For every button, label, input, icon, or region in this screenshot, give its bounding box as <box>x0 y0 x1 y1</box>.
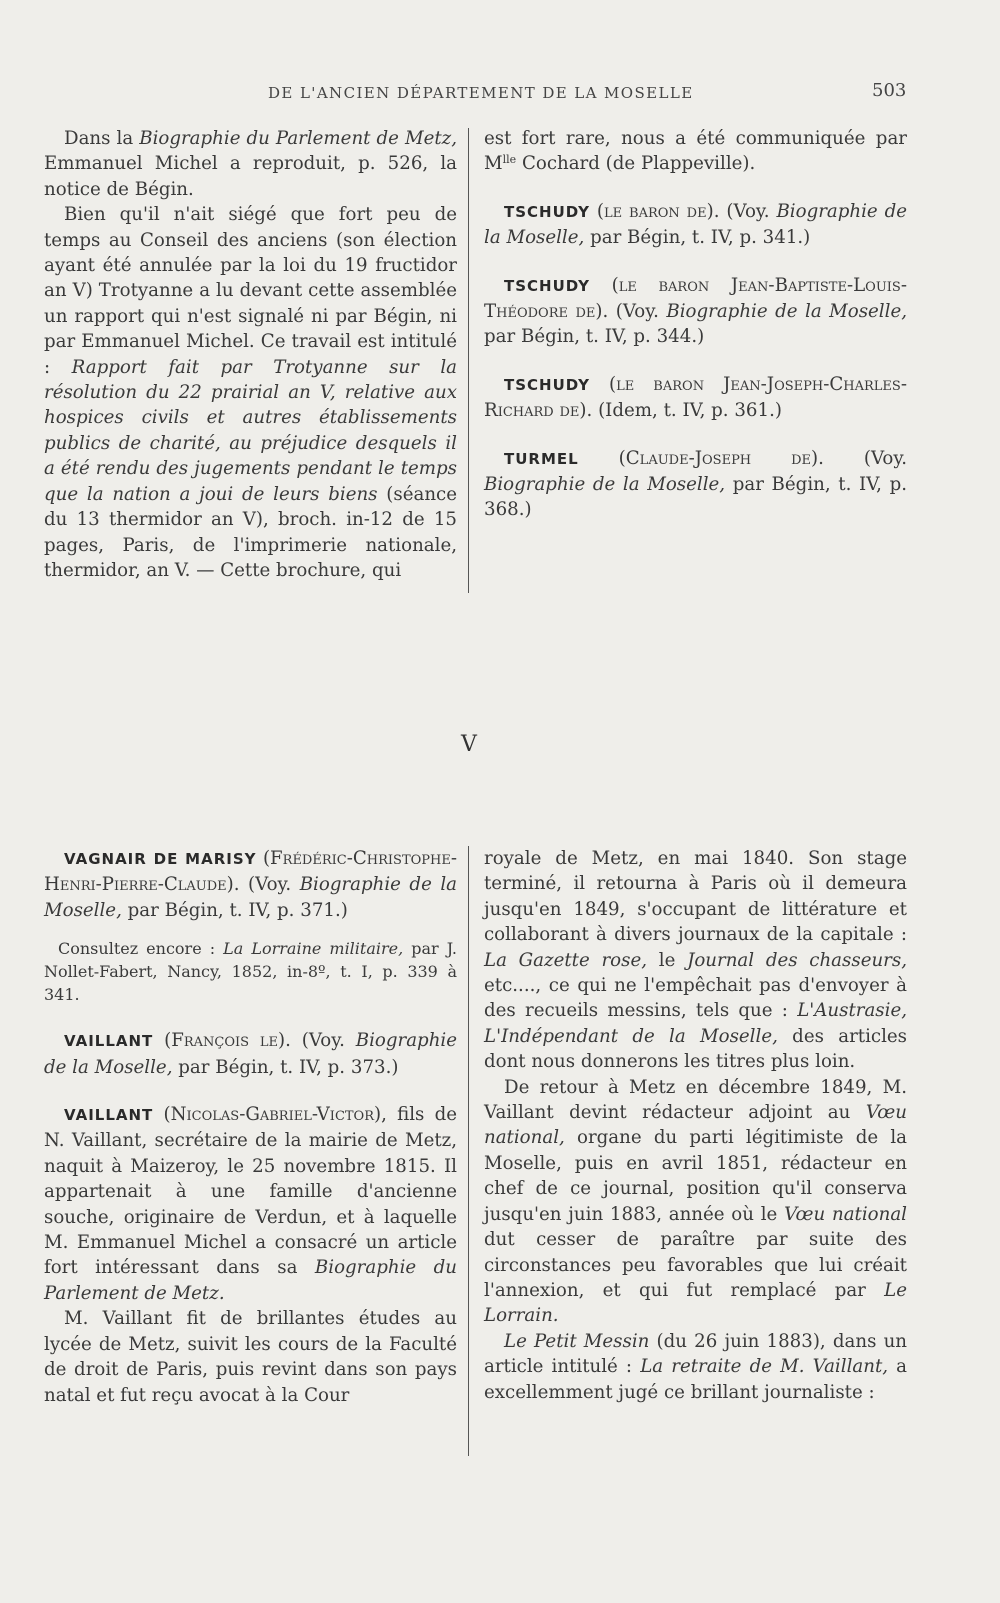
entry-vagnair: VAGNAIR DE MARISY (Frédéric-Christophe-Henri-Pierre-Claude). (Voy. Biographie de la Moselle, par Bégin, t. IV, p. 371.) <box>44 848 457 921</box>
paragraph-begin-notice: Dans la Biographie du Parlement de Metz, Emmanuel Michel a reproduit, p. 526, la notice de Bégin. <box>44 128 458 200</box>
entry-turmel: TURMEL (Claude-Joseph de). (Voy. Biographie de la Moselle, par Bégin, t. IV, p. 368.) <box>484 447 907 521</box>
paragraph-petit-messin: Le Petit Messin (du 26 juin 1883), dans un article intitulé : La retraite de M. Vaillant, a excellemment jugé ce brillant journaliste : <box>484 1330 907 1403</box>
entry-tschudy-3: TSCHUDY (le baron Jean-Joseph-Charles-Richard de). (Idem, t. IV, p. 361.) <box>484 373 907 422</box>
entry-headword: VAILLANT <box>64 1032 154 1051</box>
left-column-top <box>44 126 457 583</box>
entry-headword: VAILLANT <box>64 1106 154 1125</box>
paragraph-vaillant-studies: M. Vaillant fit de brillantes études au lycée de Metz, suivit les cours de la Faculté de droit de Paris, puis revint dans son pays natal et fut reçu avocat à la Cour <box>44 1308 457 1406</box>
entry-headword: TSCHUDY <box>504 276 590 295</box>
entry-headword: TSCHUDY <box>504 202 590 221</box>
running-title: DE L'ANCIEN DÉPARTEMENT DE LA MOSELLE <box>268 84 694 102</box>
page-number: 503 <box>872 80 907 101</box>
paragraph-continuation: est fort rare, nous a été communiquée par $M^{lle}$ Cochard (de Plappeville). <box>484 128 907 175</box>
column-divider-bottom <box>468 846 469 1456</box>
entry-tschudy-1: TSCHUDY (le baron de). (Voy. Biographie de la Moselle, par Bégin, t. IV, p. 341.) <box>484 200 907 249</box>
entry-vaillant-francois: VAILLANT (François le). (Voy. Biographie de la Moselle, par Bégin, t. IV, p. 373.) <box>44 1030 457 1078</box>
entry-vaillant-nicolas: VAILLANT (Nicolas-Gabriel-Victor), fils de N. Vaillant, secrétaire de la mairie de Metz, naquit à Maizeroy, le 25 novembre 1815. Il appartenait à une famille d'ancienne souche, originaire de Verdun, et à laquelle M. Emmanuel Michel a consacré un article fort intéressant dans sa Biographie du Parlement de Metz. <box>44 1104 457 1304</box>
right-column-bottom <box>484 846 907 1405</box>
entry-headword: TSCHUDY <box>504 375 590 394</box>
entry-headword: TURMEL <box>504 449 579 468</box>
entry-tschudy-2: TSCHUDY (le baron Jean-Baptiste-Louis-Théodore de). (Voy. Biographie de la Moselle, par Bégin, t. IV, p. 344.) <box>484 274 907 348</box>
entry-headword: VAGNAIR DE MARISY <box>64 850 257 868</box>
column-divider-top <box>468 128 469 593</box>
note-consultez: Consultez encore : La Lorraine militaire, par J. Nollet-Fabert, Nancy, 1852, in-8º, t. I, p. 339 à 341. <box>44 939 457 1005</box>
paragraph-vaillant-voeu-national: De retour à Metz en décembre 1849, M. Vaillant devint rédacteur adjoint au Vœu national, organe du parti légitimiste de la Moselle, puis en avril 1851, rédacteur en chef de ce journal, position qu'il conserva jusqu'en juin 1883, année où le Vœu national dut cesser de paraître par suite des circonstances peu favorables que lui créait l'annexion, et qui fut remplacé par Le Lorrain. <box>484 1076 908 1327</box>
paragraph-trotyanne-report: Bien qu'il n'ait siégé que fort peu de temps au Conseil des anciens (son élection ayant été annulée par la loi du 19 fructidor an V) Trotyanne a lu devant cette assemblée un rapport qui n'est signalé ni par Bégin, ni par Emmanuel Michel. Ce travail est intitulé : Rapport fait par Trotyanne sur la résolution du 22 prairial an V, relative aux hospices civils et autres établissements publics de charité, au préjudice desquels il a été rendu des jugements pendant le temps que la nation a joui de leurs biens (séance du 13 thermidor an V), broch. in-12 de 15 pages, Paris, de l'imprimerie nationale, thermidor, an V. — Cette brochure, qui <box>44 204 457 581</box>
section-letter: V <box>461 732 477 757</box>
left-column-bottom <box>44 846 457 1408</box>
right-column-top <box>484 126 907 523</box>
paragraph-vaillant-career: royale de Metz, en mai 1840. Son stage terminé, il retourna à Paris où il demeura jusqu'en 1849, s'occupant de littérature et collaborant à divers journaux de la capitale : La Gazette rose, le Journal des chasseurs, etc...., ce qui ne l'empêchait pas d'envoyer à des recueils messins, tels que : L'Austrasie, L'Indépendant de la Moselle, des articles dont nous donnerons les titres plus loin. <box>484 848 907 1073</box>
